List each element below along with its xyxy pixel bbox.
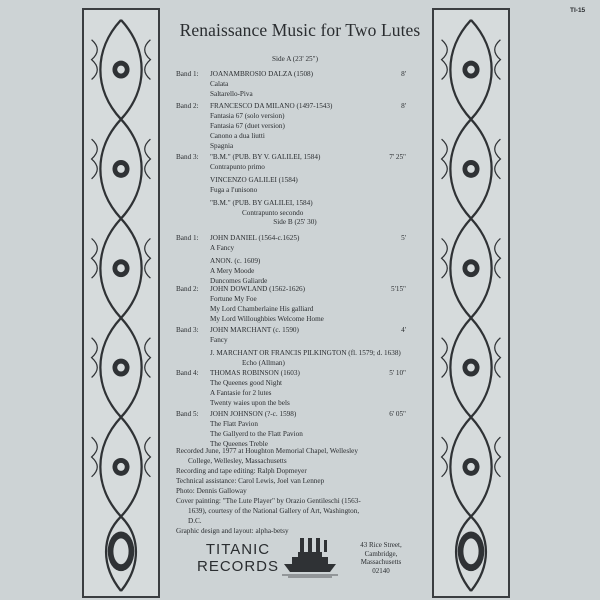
credit-line: Technical assistance: Carol Lewis, Joel van Lennep: [176, 477, 325, 485]
credit-line: Graphic design and layout: alpha-betsy: [176, 527, 289, 535]
ornament-panel-icon: [434, 10, 508, 596]
piece: Twenty waies upon the bels: [210, 399, 290, 408]
band-duration: 5'15": [390, 285, 406, 293]
band-duration: 5' 10": [389, 369, 406, 377]
piece: My Lord Chamberlaine His galliard: [210, 305, 314, 314]
credit-line: College, Wellesley, Massachusetts: [188, 457, 287, 465]
credit-line: 1639), courtesy of the National Gallery of Art, Washington,: [188, 507, 360, 515]
credit-line: D.C.: [188, 517, 202, 525]
band-label: Band 4:: [176, 369, 199, 377]
catalog-number: TI-15: [570, 7, 586, 14]
composer: J. MARCHANT OR FRANCIS PILKINGTON (fl. 1579; d. 1638): [210, 349, 401, 358]
piece: Fantasia 67 (duet version): [210, 122, 285, 131]
ornament-panel-icon: [84, 10, 158, 596]
address-line: 02140: [372, 566, 390, 575]
band-duration: 4': [401, 326, 406, 334]
piece: Fancy: [210, 336, 228, 345]
side-a-band-3: [176, 152, 416, 219]
piece: Fantasia 67 (solo version): [210, 112, 285, 121]
credit-line: Recorded June, 1977 at Houghton Memorial Chapel, Wellesley: [176, 447, 358, 455]
band-duration: 7' 25": [389, 153, 406, 161]
credits: [176, 446, 426, 536]
band-label: Band 5:: [176, 410, 199, 418]
piece: Fuga a l'unisono: [210, 186, 258, 195]
band-duration: 6' 05": [389, 410, 406, 418]
piece: Spagnia: [210, 142, 234, 151]
piece: Fortune My Foe: [210, 295, 257, 304]
band-label: Band 2:: [176, 102, 199, 110]
address-line: Massachusetts: [360, 558, 402, 567]
album-title: Renaissance Music for Two Lutes: [179, 20, 421, 40]
band-label: Band 3:: [176, 153, 199, 161]
piece: A Mery Moode: [210, 267, 255, 276]
composer: "B.M." (PUB. BY V. GALILEI, 1584): [210, 153, 321, 161]
piece: Contrapunto secondo: [242, 209, 304, 218]
left-ornament-panel: [82, 8, 160, 598]
side-b-heading: Side B (25' 30): [273, 218, 317, 226]
piece: My Lord Willoughbies Welcome Home: [210, 315, 324, 324]
piece: Contrapunto primo: [210, 163, 265, 172]
band-label: Band 2:: [176, 285, 199, 293]
side-a-band-2: [176, 101, 416, 151]
composer: ANON. (c. 1609): [210, 257, 261, 266]
credit-line: Recording and tape editing: Ralph Dopmeyer: [176, 467, 307, 475]
address-line: Cambridge,: [364, 549, 398, 558]
label-name-line1: TITANIC: [205, 541, 271, 558]
composer: THOMAS ROBINSON (1603): [210, 369, 300, 377]
piece: Echo (Allman): [242, 359, 285, 368]
composer: VINCENZO GALILEI (1584): [210, 176, 298, 185]
side-b-band-5: [176, 409, 416, 449]
side-a-heading: Side A (23' 25"): [272, 55, 318, 63]
side-a-band-1: [176, 69, 416, 99]
composer: JOHN MARCHANT (c. 1590): [210, 326, 299, 334]
band-duration: 8': [401, 70, 406, 78]
band-label: Band 1:: [176, 234, 199, 242]
composer: "B.M." (PUB. BY GALILEI, 1584): [210, 199, 313, 208]
label-address: [348, 541, 414, 575]
piece: A Fancy: [210, 244, 235, 253]
side-b-band-4: [176, 368, 416, 408]
band-duration: 5': [401, 234, 406, 242]
credit-line: Photo: Dennis Galloway: [176, 487, 247, 495]
composer: JOHN JOHNSON (?-c. 1598): [210, 410, 297, 418]
ship-icon: [282, 530, 338, 578]
piece: The Queenes Treble: [210, 440, 268, 449]
composer: JOHN DANIEL (1564-c.1625): [210, 234, 300, 242]
composer: JOHN DOWLAND (1562-1626): [210, 285, 306, 293]
label-name-line2: RECORDS: [196, 558, 279, 575]
composer: JOANAMBROSIO DALZA (1508): [210, 70, 314, 78]
address-line: 43 Rice Street,: [360, 541, 402, 549]
band-label: Band 3:: [176, 326, 199, 334]
band-duration: 8': [401, 102, 406, 110]
side-b-band-1: [176, 233, 416, 286]
piece: Canono a dua liutti: [210, 132, 265, 141]
piece: Calata: [210, 80, 229, 89]
label-logo: [196, 541, 280, 575]
piece: Duncomes Galiarde: [210, 277, 268, 286]
piece: The Gallyerd to the Flatt Pavion: [210, 430, 303, 439]
right-ornament-panel: [432, 8, 510, 598]
piece: A Fantasie for 2 lutes: [210, 389, 272, 398]
credit-line: Cover painting: "The Lute Player" by Orazio Gentileschi (1563-: [176, 497, 361, 505]
piece: Saltarello-Piva: [210, 90, 253, 99]
band-label: Band 1:: [176, 70, 199, 78]
piece: The Flatt Pavion: [210, 420, 258, 429]
side-b-band-3: [176, 325, 416, 368]
side-b-band-2: [176, 284, 416, 324]
piece: The Queenes good Night: [210, 379, 283, 388]
composer: FRANCESCO DA MILANO (1497-1543): [210, 102, 333, 110]
